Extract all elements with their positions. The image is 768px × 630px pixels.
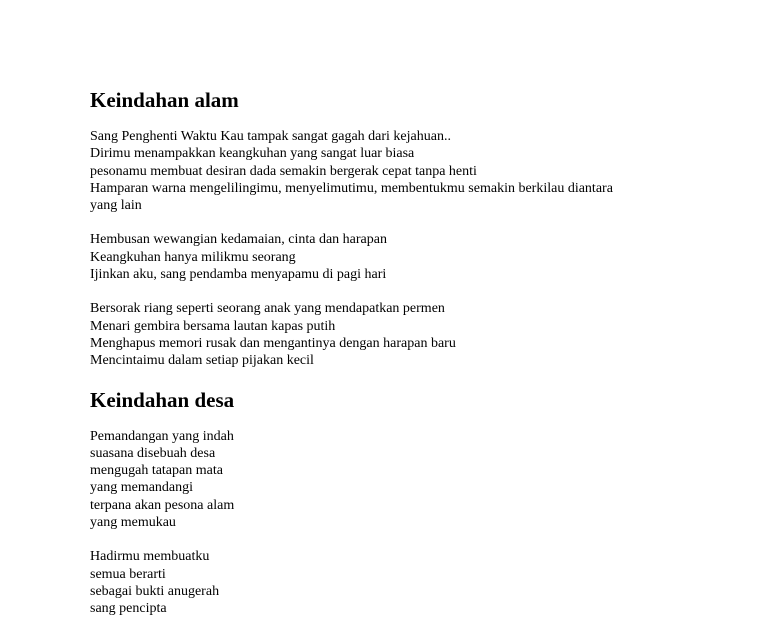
poem-line: Menari gembira bersama lautan kapas putih [90, 318, 336, 334]
poem-line: Ijinkan aku, sang pendamba menyapamu di pagi hari [90, 267, 387, 283]
poem-line: yang memukau [90, 515, 176, 531]
poem-line: Mencintaimu dalam setiap pijakan kecil [90, 353, 314, 369]
poem-line: Dirimu menampakkan keangkuhan yang sangat luar biasa [90, 146, 415, 162]
poem-line: Sang Penghenti Waktu Kau tampak sangat gagah dari kejahuan.. [90, 129, 451, 144]
poem-line: Menghapus memori rusak dan mengantinya dengan harapan baru [90, 335, 456, 351]
poem-line: pesonamu membuat desiran dada semakin bergerak cepat tanpa henti [90, 163, 477, 179]
poem-line: semua berarti [90, 566, 166, 582]
poem-line: Hadirmu membuatku [90, 549, 210, 565]
section-title: Keindahan alam [90, 88, 239, 112]
poem-line: yang memandangi [90, 480, 194, 496]
stanza [90, 128, 730, 214]
poem-line: Hamparan warna mengelilingimu, menyelimutimu, membentukmu semakin berkilau diantara [90, 180, 613, 196]
poem-line: yang lain [90, 198, 142, 214]
stanza [90, 548, 730, 617]
stanza [90, 428, 730, 532]
poem-line: sebagai bukti anugerah [90, 583, 220, 599]
poem-line: suasana disebuah desa [90, 445, 216, 461]
poem-line: sang pencipta [90, 601, 167, 617]
stanza [90, 300, 730, 369]
poem-line: Hembusan wewangian kedamaian, cinta dan harapan [90, 232, 387, 248]
poem-line: Bersorak riang seperti seorang anak yang mendapatkan permen [90, 301, 445, 317]
section-title: Keindahan desa [90, 387, 235, 412]
poem-line: terpana akan pesona alam [90, 497, 235, 513]
poem-line: Pemandangan yang indah [90, 428, 234, 444]
stanza [90, 231, 730, 283]
poem-line: mengugah tatapan mata [90, 463, 223, 479]
document-page [90, 86, 730, 618]
poem-line: Keangkuhan hanya milikmu seorang [90, 249, 296, 265]
